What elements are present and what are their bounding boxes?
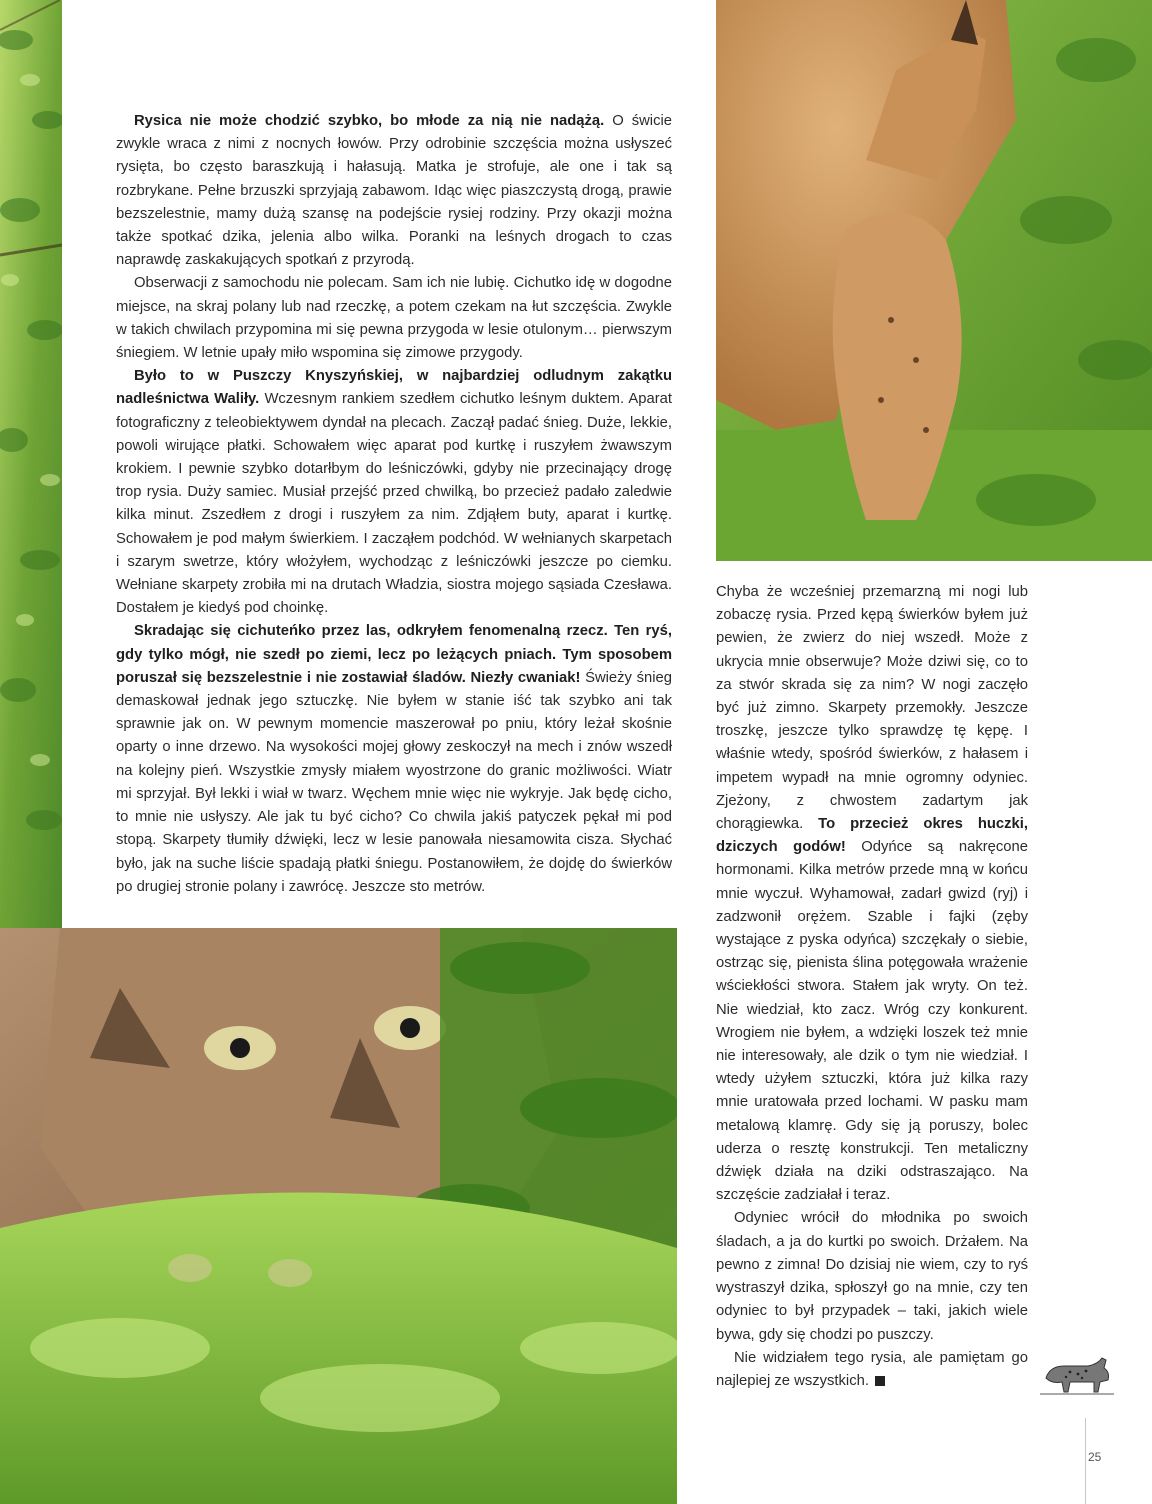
lynx-eyes-in-grass-photo [0,928,677,1504]
article-column-right [716,581,1028,1393]
page-number-rule [1085,1418,1086,1504]
lynx-sketch-icon [1040,1352,1114,1396]
page-number: 25 [1088,1450,1102,1464]
paragraph-1: Rysica nie może chodzić szybko, bo młode za nią nie nadążą. O świcie zwykle wraca z nimi z nocnych łowów. Przy odrobinie szczęścia można usłyszeć rysięta, bo często baraszkują i hałasują. Matka je strofuje, ale one i tak są rozbrykane. Pełne brzuszki sprzyjają zabawom. Idąc więc piaszczystą drogą, prawie bezszelestnie, mamy dużą szansę na podejście rysiej rodziny. Przy okazji można także spotkać dzika, jelenia albo wilka. Poranki na leśnych drogach to czas naprawdę zaskakujących spotkań z przyrodą. [116,113,672,269]
article-column-left [116,110,672,899]
paragraph-7: Nie widziałem tego rysia, ale pamiętam go najlepiej ze wszystkich. [716,1349,1028,1389]
paragraph-6: Odyniec wrócił do młodnika po swoich śladach, a ja do kurtki po swoich. Drżałem. Na pewno z zimna! Do dzisiaj nie wiem, czy to ryś wystraszył dzika, spłoszył go na mnie, czy ten odyniec to był przypadek – taki, jakich wiele bywa, gdy się chodzi po puszczy. [716,1210,1028,1343]
lead-sentence: Rysica nie może chodzić szybko, bo młode za nią nie nadążą. [134,113,605,129]
paragraph-5: Chyba że wcześniej przemarzną mi nogi lub zobaczę rysia. Przed kępą świerków byłem już pewien, że zwierz do niej wszedł. Może z ukrycia mnie obserwuje? Może dziwi się, co to za stwór skrada się za nim? W nogi zaczęło być już zimno. Skarpety przemokły. Jeszcze troszkę, jeszcze tylko sprawdzę tę kępę. I właśnie wtedy, spośród świerków, z hałasem i impetem wypadł na mnie ogromny odyniec. Zjeżony, z chwostem zadartym jak chorągiewka. To przecież okres huczki, dziczych godów! Odyńce są nakręcone hormonami. Kilka metrów przede mną w końcu mnie wyczuł. Wyhamował, zadarł gwizd (ryj) i zadzwonił orężem. Szable i fajki (zęby wystające z pyska odyńca) szczękały o siebie, ostrząc się, pienista ślina potęgowała wrażenie wściekłości stwora. Stałem jak wryty. On też. Nie wiedział, kto zacz. Wróg czy konkurent. Wrogiem nie byłem, a wdzięki loszek też mnie nie interesowały, ale dzik o tym nie wiedział. I wtedy użyłem sztuczki, która już kilka razy mnie uratowała przed lochami. W pasku mam metalową klamrę. Gdy się ją poruszy, bolec uderza o resztę konstrukcji. Ten metaliczny dźwięk działa na dziki odstraszająco. Na szczęście zadziałał i teraz. [716,584,1028,1204]
forest-strip-photo [0,0,62,928]
paragraph-2: Obserwacji z samochodu nie polecam. Sam ich nie lubię. Cichutko idę w dogodne miejsce, na skraj polany lub nad rzeczkę, a potem czekam na łut szczęścia. Zwykle w takich chwilach przypomina mi się pewna przygoda w lesie otulonym… pierwszym śniegiem. W letnie upały miło wspomina się zimowe przygody. [116,275,672,362]
end-of-article-square-icon [875,1376,885,1386]
lynx-mother-with-kitten-photo [716,0,1152,561]
paragraph-4: Skradając się cichuteńko przez las, odkryłem fenomenalną rzecz. Ten ryś, gdy tylko mógł, nie szedł po ziemi, lecz po leżących pniach. Tym sposobem poruszał się bezszelestnie i nie zostawiał śladów. Niezły cwaniak! Świeży śnieg demaskował jednak jego sztuczkę. Nie byłem w stanie iść tak szybko ani tak sprawnie jak on. W pewnym momencie maszerował po pniu, który leżał skośnie oparty o inne drzewo. Na wysokości mojej głowy zeskoczył na mech i znów wszedł na kolejny pień. Wszystkie zmysły miałem wyostrzone do granic możliwości. Wiatr mi sprzyjał. Był lekki i wiał w twarz. Węchem mnie więc nie wykryje. Jak będę cicho, to mnie nie usłyszy. Ale jak tu być cicho? Co chwila jakiś patyczek pękał mi pod stopą. Skarpety tłumiły dźwięki, lecz w lesie panowała niesamowita cisza. Słychać było, jak na suche liście spadają płatki śniegu. Postanowiłem, że dojdę do świerków po drugiej stronie polany i zawrócę. Jeszcze sto metrów. [116,623,672,895]
paragraph-3: Było to w Puszczy Knyszyńskiej, w najbardziej odludnym zakątku nadleśnictwa Waliły. Wczesnym rankiem szedłem cichutko leśnym duktem. Aparat fotograficzny z teleobiektywem dyndał na plecach. Zaczął padać śnieg. Duże, lekkie, powoli wirujące płatki. Schowałem więc aparat pod kurtkę i ruszyłem żwawszym krokiem. I pewnie szybko dotarłbym do leśniczówki, gdyby nie przecinający drogę trop rysia. Duży samiec. Musiał przejść przed chwilką, bo przecież padało zaledwie kilka minut. Zszedłem z drogi i ruszyłem za nim. Zdjąłem buty, aparat i kurtkę. Schowałem je pod małym świerkiem. I zacząłem podchód. W wełnianych skarpetach i szarym swetrze, który włożyłem, wychodząc z leśniczówki jeszcze po ciemku. Wełniane skarpety zrobiła mi na drutach Władzia, siostra mojego sąsiada Czesława. Dostałem je kiedyś pod choinkę. [116,368,672,617]
